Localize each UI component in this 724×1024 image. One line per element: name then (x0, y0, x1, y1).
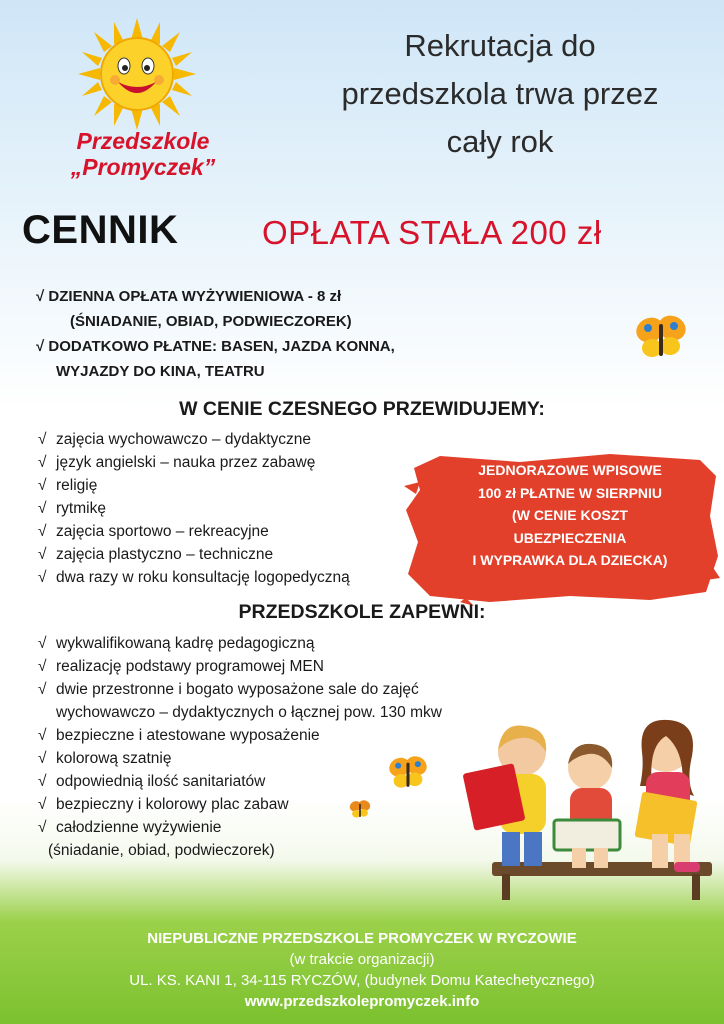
check-icon: √ (38, 750, 47, 767)
headline (300, 22, 700, 166)
section2-title: PRZEDSZKOLE ZAPEWNI: (238, 601, 486, 623)
check-icon: √ (38, 431, 47, 448)
logo-line1: Przedszkole (76, 128, 210, 154)
footer (0, 928, 724, 1012)
footer-status: (w trakcie organizacji) (289, 951, 435, 968)
check-icon: √ (38, 523, 47, 540)
list-item: √ kolorową szatnię (38, 747, 442, 770)
butterfly-icon (386, 752, 430, 796)
check-icon: √ (38, 658, 47, 675)
check-icon: √ (38, 773, 47, 790)
check-icon: √ (38, 454, 47, 471)
sun-logo-icon (78, 18, 196, 130)
fees-list (36, 284, 395, 384)
section2-list (38, 632, 442, 862)
footer-org-name: NIEPUBLICZNE PRZEDSZKOLE PROMYCZEK W RYCZOWIE (147, 930, 577, 947)
splash-line5: I WYPRAWKA DLA DZIECKA) (472, 552, 668, 568)
cennik-title: CENNIK (22, 208, 179, 252)
fee-meal: √ DZIENNA OPŁATA WYŻYWIENIOWA - 8 zł (36, 288, 342, 305)
splash-line3: (W CENIE KOSZT (512, 507, 628, 523)
list-item: √ zajęcia plastyczno – techniczne (38, 543, 350, 566)
check-icon: √ (38, 796, 47, 813)
list-item: √ bezpieczne i atestowane wyposażenie (38, 724, 442, 747)
check-icon: √ (38, 681, 47, 698)
list-item: √ dwa razy w roku konsultację logopedyczną (38, 566, 350, 589)
check-icon: √ (38, 819, 47, 836)
logo-line2: „Promyczek” (70, 154, 216, 180)
list-item: √ zajęcia wychowawczo – dydaktyczne (38, 428, 350, 451)
section1-list (38, 428, 350, 589)
list-item: √ bezpieczny i kolorowy plac zabaw (38, 793, 442, 816)
enrollment-fee-text (428, 459, 712, 572)
headline-line3: cały rok (446, 124, 554, 159)
butterfly-icon (348, 798, 372, 822)
butterfly-icon (632, 310, 690, 368)
check-icon: √ (38, 546, 47, 563)
list-item: √ odpowiednią ilość sanitariatów (38, 770, 442, 793)
check-icon: √ (38, 635, 47, 652)
footer-website-link[interactable]: www.przedszkolepromyczek.info (244, 993, 480, 1010)
headline-line2: przedszkola trwa przez (341, 76, 659, 111)
check-icon: √ (38, 727, 47, 744)
check-icon: √ (38, 569, 47, 586)
list-item: √ całodzienne wyżywienie (38, 816, 442, 839)
splash-line4: UBEZPIECZENIA (513, 529, 627, 546)
fee-meal-detail: (ŚNIADANIE, OBIAD, PODWIECZOREK) (70, 313, 352, 330)
section1-title: W CENIE CZESNEGO PRZEWIDUJEMY: (179, 398, 545, 420)
list-item: √ dwie przestronne i bogato wyposażone sale do zajęć (38, 678, 442, 701)
list-item: √ wykwalifikowaną kadrę pedagogiczną (38, 632, 442, 655)
headline-line1: Rekrutacja do (404, 28, 596, 63)
list-item: √ język angielski – nauka przez zabawę (38, 451, 350, 474)
logo-text (48, 128, 238, 180)
fee-extra: √ DODATKOWO PŁATNE: BASEN, JAZDA KONNA, (36, 338, 395, 355)
list-item-continuation: wychowawczo – dydaktycznych o łącznej pow. 130 mkw (56, 704, 442, 721)
check-icon: √ (38, 477, 47, 494)
fixed-fee-title: OPŁATA STAŁA 200 zł (262, 214, 602, 251)
list-item: √ zajęcia sportowo – rekreacyjne (38, 520, 350, 543)
list-item-continuation: (śniadanie, obiad, podwieczorek) (48, 842, 275, 859)
check-icon: √ (38, 500, 47, 517)
list-item: √ realizację podstawy programowej MEN (38, 655, 442, 678)
children-reading-illustration (462, 712, 720, 902)
footer-address: UL. KS. KANI 1, 34-115 RYCZÓW, (budynek Domu Katechetycznego) (129, 972, 595, 989)
fee-extra-detail: WYJAZDY DO KINA, TEATRU (56, 363, 265, 380)
splash-line2: 100 zł PŁATNE W SIERPNIU (477, 484, 663, 501)
splash-line1: JEDNORAZOWE WPISOWE (478, 462, 662, 478)
list-item: √ religię (38, 474, 350, 497)
list-item: √ rytmikę (38, 497, 350, 520)
